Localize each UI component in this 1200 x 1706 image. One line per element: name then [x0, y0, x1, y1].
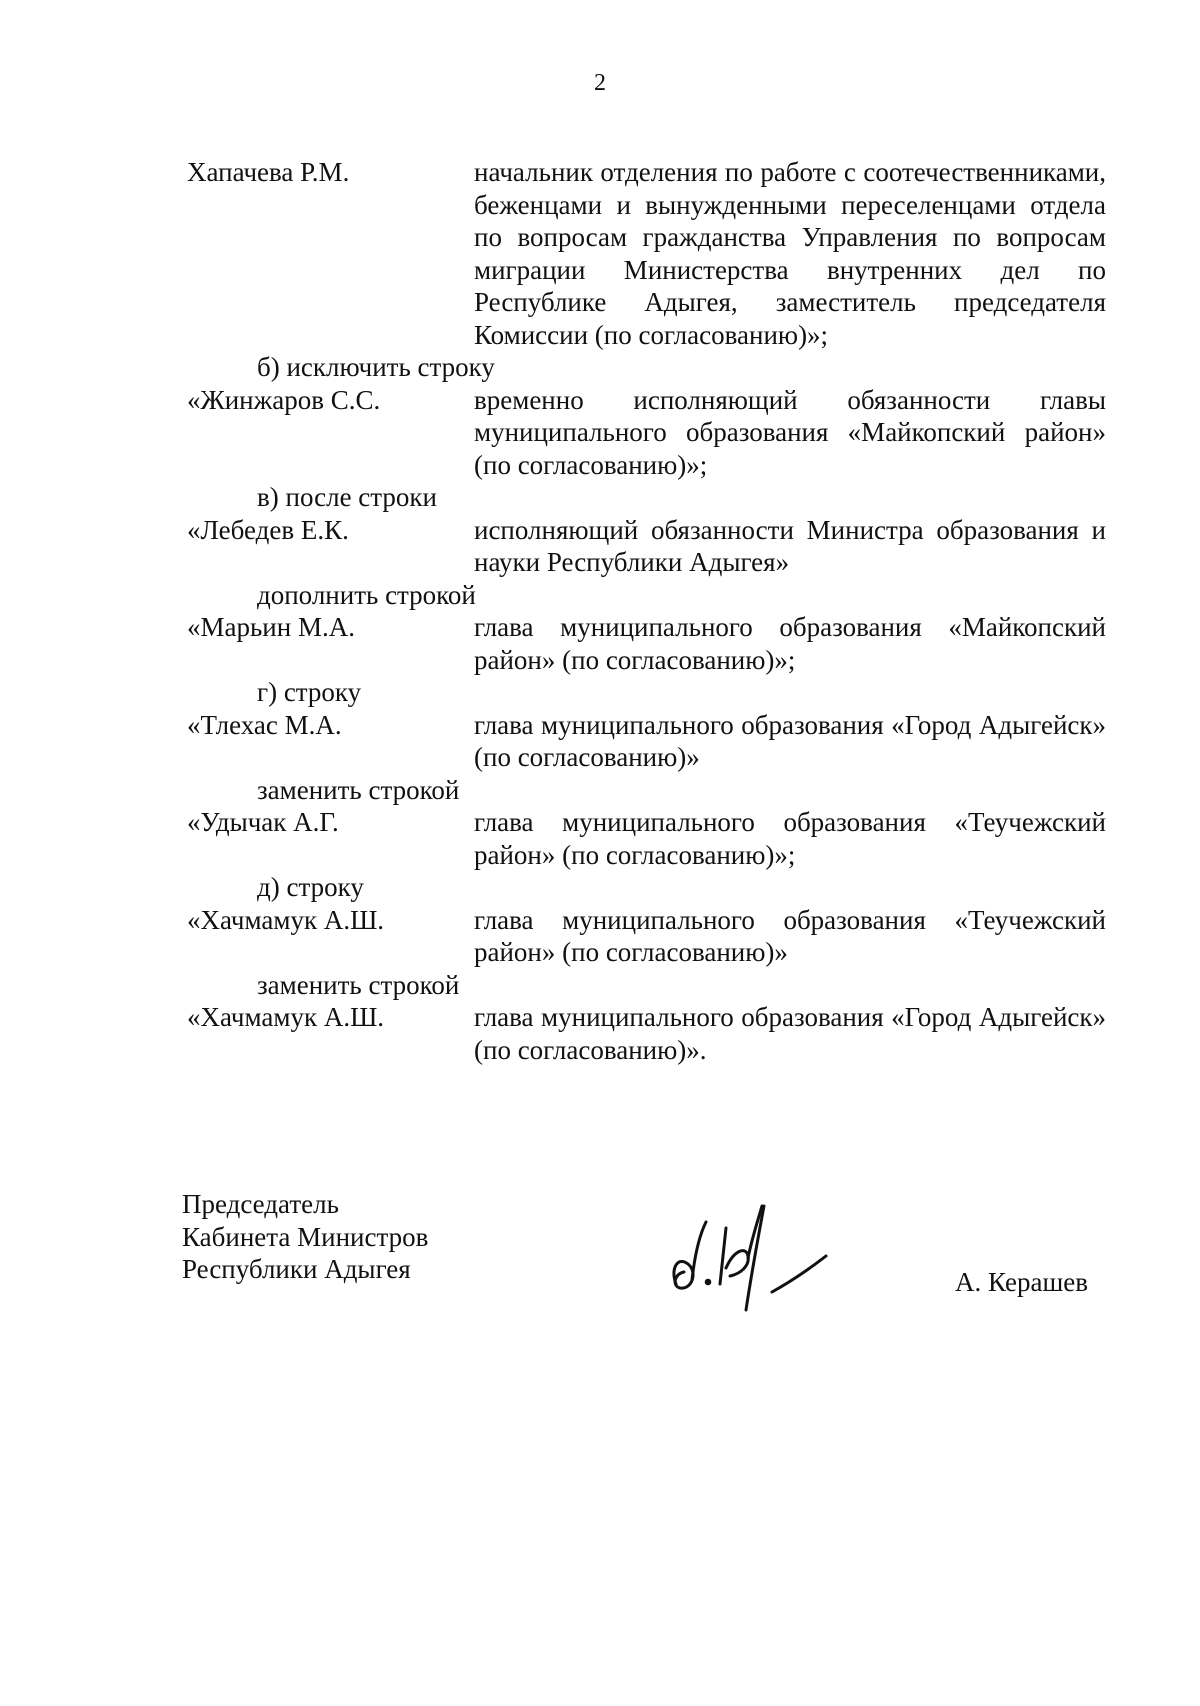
amendment-instruction: д) строку — [257, 872, 364, 902]
member-position: глава муниципального образования «Майкопский район» (по согласованию)»; — [474, 612, 1106, 675]
amendment-instruction: дополнить строкой — [257, 579, 476, 610]
member-name: «Тлехас М.А. — [187, 709, 342, 740]
member-position: глава муниципального образования «Теучежский район» (по согласованию)»; — [474, 807, 1106, 870]
signer-name: А. Керашев — [955, 1267, 1088, 1297]
amendment-instruction: г) строку — [257, 677, 362, 707]
member-position: глава муниципального образования «Теучежский район» (по согласованию)» — [474, 904, 1106, 967]
member-name: «Удычак А.Г. — [187, 807, 339, 837]
amendment-instruction: заменить строкой — [257, 774, 460, 805]
member-name: «Марьин М.А. — [187, 612, 355, 642]
member-position: временно исполняющий обязанности главы муниципального образования «Майкопский район» (по согласованию)»; — [474, 384, 1106, 480]
signer-title — [182, 1188, 428, 1286]
member-position: начальник отделения по работе с соотечественниками, беженцами и вынужденными переселенцами отдела по вопросам гражданства Управления по вопросам миграции Министерства внутренних дел по Республике Адыгея, заместитель председателя Комиссии (по согласованию)»; — [474, 157, 1106, 350]
handwritten-signature — [668, 1198, 848, 1316]
signer-title-line: Председатель — [182, 1189, 339, 1219]
signer-title-line: Кабинета Министров — [182, 1221, 429, 1252]
member-name: Хапачева Р.М. — [187, 157, 350, 187]
member-name: «Лебедев Е.К. — [187, 514, 349, 545]
member-name: «Хачмамук А.Ш. — [187, 904, 385, 935]
amendment-instruction: б) исключить строку — [257, 352, 495, 382]
page-number: 2 — [594, 70, 606, 96]
member-name: «Жинжаров С.С. — [187, 384, 381, 415]
member-position: глава муниципального образования «Город Адыгейск» (по согласованию)». — [474, 1002, 1106, 1065]
signer-title-line: Республики Адыгея — [182, 1254, 411, 1284]
member-position: глава муниципального образования «Город Адыгейск» (по согласованию)» — [474, 709, 1106, 772]
member-name: «Хачмамук А.Ш. — [187, 1002, 385, 1032]
member-position: исполняющий обязанности Министра образования и науки Республики Адыгея» — [474, 514, 1106, 577]
amendment-instruction: заменить строкой — [257, 969, 460, 1000]
amendment-instruction: в) после строки — [257, 482, 437, 512]
